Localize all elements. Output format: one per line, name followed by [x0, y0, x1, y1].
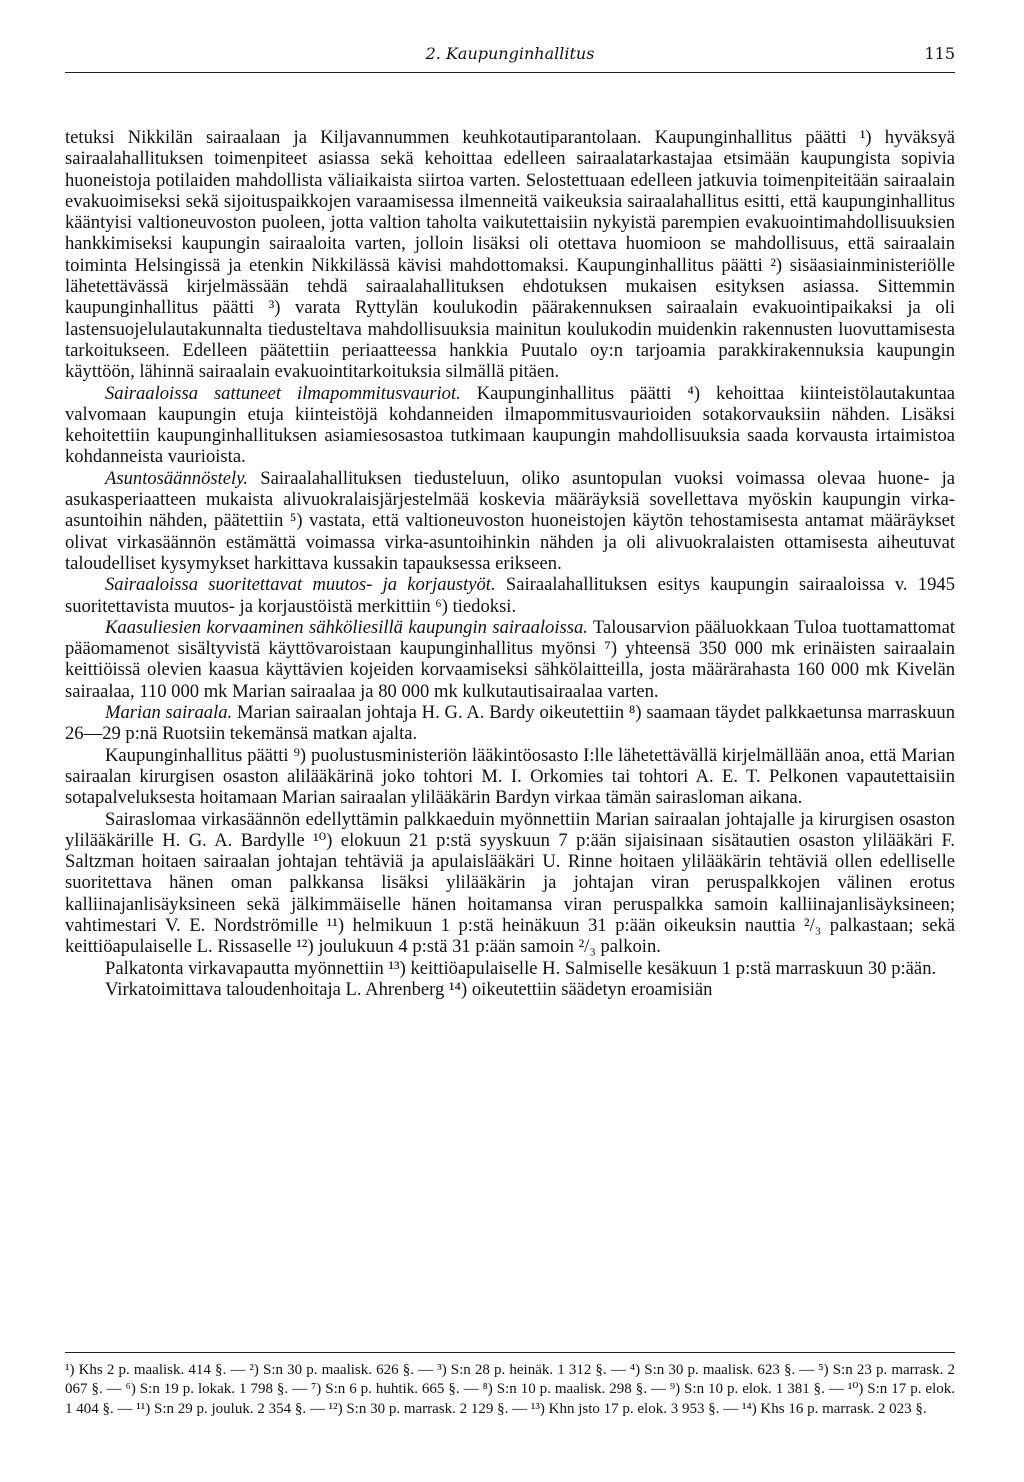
paragraph: Palkatonta virkavapautta myönnettiin ¹³) keittiöapulaiselle H. Salmiselle kesäkuun 1 p:stä marraskuun 30 p:ään.	[105, 957, 937, 979]
paragraph: Kaasuliesien korvaaminen sähköliesillä kaupungin sairaaloissa. Talousarvion pääluokkaan Tuloa tuottamattomat pääomamenot sisältyvistä käyttövaroistaan kaupunginhallitus myönsi ⁷) yhteensä 350 000 mk erinäisten sairaalain keittiöissä olevien kaasua käyttävien kojeiden korvaamiseksi sähkölaitteilla, josta määrärahasta 160 000 mk Kivelän sairaalaa, 110 000 mk Marian sairaalaa ja 80 000 mk kulkutautisairaalaa varten.	[65, 616, 955, 702]
running-header	[65, 38, 955, 73]
paragraph: Sairaslomaa virkasäännön edellyttämin palkkaeduin myönnettiin Marian sairaalan johtajalle ja kirurgisen osaston ylilääkärille H. G. A. Bardylle ¹⁰) elokuun 21 p:stä syyskuun 7 p:ään sijaisinaan sisätautien osaston ylilääkäri F. Saltzman hoitaen sairaalan johtajan tehtäviä ja apulaislääkäri U. Rinne hoitaen ylilääkärin tehtäviä ollen edelliselle suoritettava hänen oman palkkansa lisäksi ylilääkärin ja johtajan viran peruspalkkojen välinen erotus kalliinajanlisäyksineen sekä jälkimmäiselle hänen hoitamansa viran peruspalkka samoin kalliinajanlisäyksineen; vahtimestari V. E. Nordströmille ¹¹) helmikuun 1 p:stä heinäkuun 31 p:ään oikeuksin nauttia ²/₃ palkastaan; sekä keittiöapulaiselle L. Rissaselle ¹²) joulukuun 4 p:stä 31 p:ään samoin ²/₃ palkoin.	[65, 808, 955, 958]
footnote-text: ¹) Khs 2 p. maalisk. 414 §. — ²) S:n 30 p. maalisk. 626 §. — ³) S:n 28 p. heinäk. 1 312 §. — ⁴) S:n 30 p. maalisk. 623 §. — ⁵) S:n 23 p. marrask. 2 067 §. — ⁶) S:n 19 p. lokak. 1 798 §. — ⁷) S:n 6 p. huhtik. 665 §. — ⁸) S:n 10 p. maalisk. 298 §. — ⁹) S:n 10 p. elok. 1 381 §. — ¹⁰) S:n 17 p. elok. 1 404 §. — ¹¹) S:n 29 p. jouluk. 2 354 §. — ¹²) S:n 30 p. marrask. 2 129 §. — ¹³) Khn jsto 17 p. elok. 3 953 §. — ¹⁴) Khs 16 p. marrask. 2 023 §.	[65, 1362, 955, 1417]
paragraph: Kaupunginhallitus päätti ⁹) puolustusministeriön lääkintöosasto I:lle lähetettävällä kirjelmällään anoa, että Marian sairaalan kirurgisen osaston alilääkärinä joko tohtori M. I. Orkomies tai tohtori A. E. T. Pelkonen vapautettaisiin sotapalveluksesta hoitamaan Marian sairaalan ylilääkärin Bardyn virkaa tämän sairasloman aikana.	[65, 744, 955, 809]
paragraph-heading: Kaasuliesien korvaaminen sähköliesillä kaupungin sairaaloissa.	[105, 616, 588, 638]
footnotes	[65, 1352, 955, 1419]
paragraph-heading: Sairaaloissa sattuneet ilmapommitusvauriot.	[105, 382, 461, 404]
paragraph-heading: Sairaaloissa suoritettavat muutos- ja korjaustyöt.	[105, 574, 496, 596]
paragraph: Virkatoimittava taloudenhoitaja L. Ahrenberg ¹⁴) oikeutettiin säädetyn eroamisiän	[105, 978, 713, 1000]
paragraph: Asuntosäännöstely. Sairaalahallituksen tiedusteluun, oliko asuntopulan vuoksi voimassa olevaa huone- ja asukasperiaatteen mukaista alivuokralaisjärjestelmää koskevia määräyksiä sovellettava myöskin kaupungin virka-asuntoihin nähden, päätettiin ⁵) vastata, että valtioneuvoston huoneistojen käytön tehostamisesta antamat määräykset olivat virkasäännön estämättä voimassa virka-asuntoihinkin nähden ja oli alivuokralaisten ottamisesta aiheutuvat taloudelliset kysymykset harkittava kussakin tapauksessa erikseen.	[65, 467, 955, 574]
paragraph-heading: Marian sairaala.	[105, 702, 233, 724]
paragraph-heading: Asuntosäännöstely.	[105, 467, 249, 489]
page-number: 115	[924, 44, 955, 63]
document-body	[65, 127, 955, 1000]
paragraph: Sairaaloissa sattuneet ilmapommitusvauriot. Kaupunginhallitus päätti ⁴) kehoittaa kiinteistölautakuntaa valvomaan kaupungin etuja kiinteistöjä kohdanneiden ilmapommitusvaurioiden sotakorvauksiin nähden. Lisäksi kehoitettiin kaupunginhallituksen asiamiesosastoa tutkimaan kaupungin mahdollisuuksia saada korvausta irtaimistoa kohdanneista vaurioista.	[65, 382, 955, 468]
header-title: 2. Kaupunginhallitus	[425, 44, 595, 63]
paragraph: Marian sairaala. Marian sairaalan johtaja H. G. A. Bardy oikeutettiin ⁸) saamaan täydet palkkaetunsa marraskuun 26—29 p:nä Ruotsiin tekemänsä matkan ajalta.	[65, 702, 955, 745]
page	[65, 38, 955, 1000]
paragraph: tetuksi Nikkilän sairaalaan ja Kiljavannummen keuhkotautiparantolaan. Kaupunginhallitus päätti ¹) hyväksyä sairaalahallituksen toimenpiteet asiassa sekä kehoittaa edelleen sairaalatarkastajaa etsimään kaupungista sopivia huoneistoja potilaiden mahdollista väliaikaista siirtoa varten. Selostettuaan edelleen jatkuvia toimenpiteitään sairaalain evakuoimiseksi sekä sijoituspaikkojen varaamisessa ilmenneitä vaikeuksia sairaalahallitus esitti, että kaupunginhallitus kääntyisi valtioneuvoston puoleen, jotta valtion taholta vaikutettaisiin nykyistä parempien evakuointimahdollisuuksien hankkimiseksi kaupungin sairaaloita varten, jolloin lisäksi oli otettava huomioon se mahdollisuus, että sairaalain toiminta Helsingissä ja etenkin Nikkilässä kävisi mahdottomaksi. Kaupunginhallitus päätti ²) sisäasiainministeriölle lähetettävässä kirjelmässään tehdä sairaalahallituksen ehdotuksen mukaisen esityksen asiassa. Sittemmin kaupunginhallitus päätti ³) varata Ryttylän koulukodin päärakennuksen sairaalain evakuointipaikaksi ja oli lastensuojelulautakunnalta tiedusteltava mahdollisuuksia mainitun koulukodin muidenkin rakennusten luovuttamisesta tarkoitukseen. Edelleen päätettiin periaatteessa hankkia Puutalo oy:n tarjoamia parakkirakennuksia kaupungin käyttöön, lähinnä sairaalain evakuointitarkoituksia silmällä pitäen.	[65, 127, 955, 383]
paragraph: Sairaaloissa suoritettavat muutos- ja korjaustyöt. Sairaalahallituksen esitys kaupungin sairaaloissa v. 1945 suoritettavista muutos- ja korjaustöistä merkittiin ⁶) tiedoksi.	[65, 574, 955, 617]
